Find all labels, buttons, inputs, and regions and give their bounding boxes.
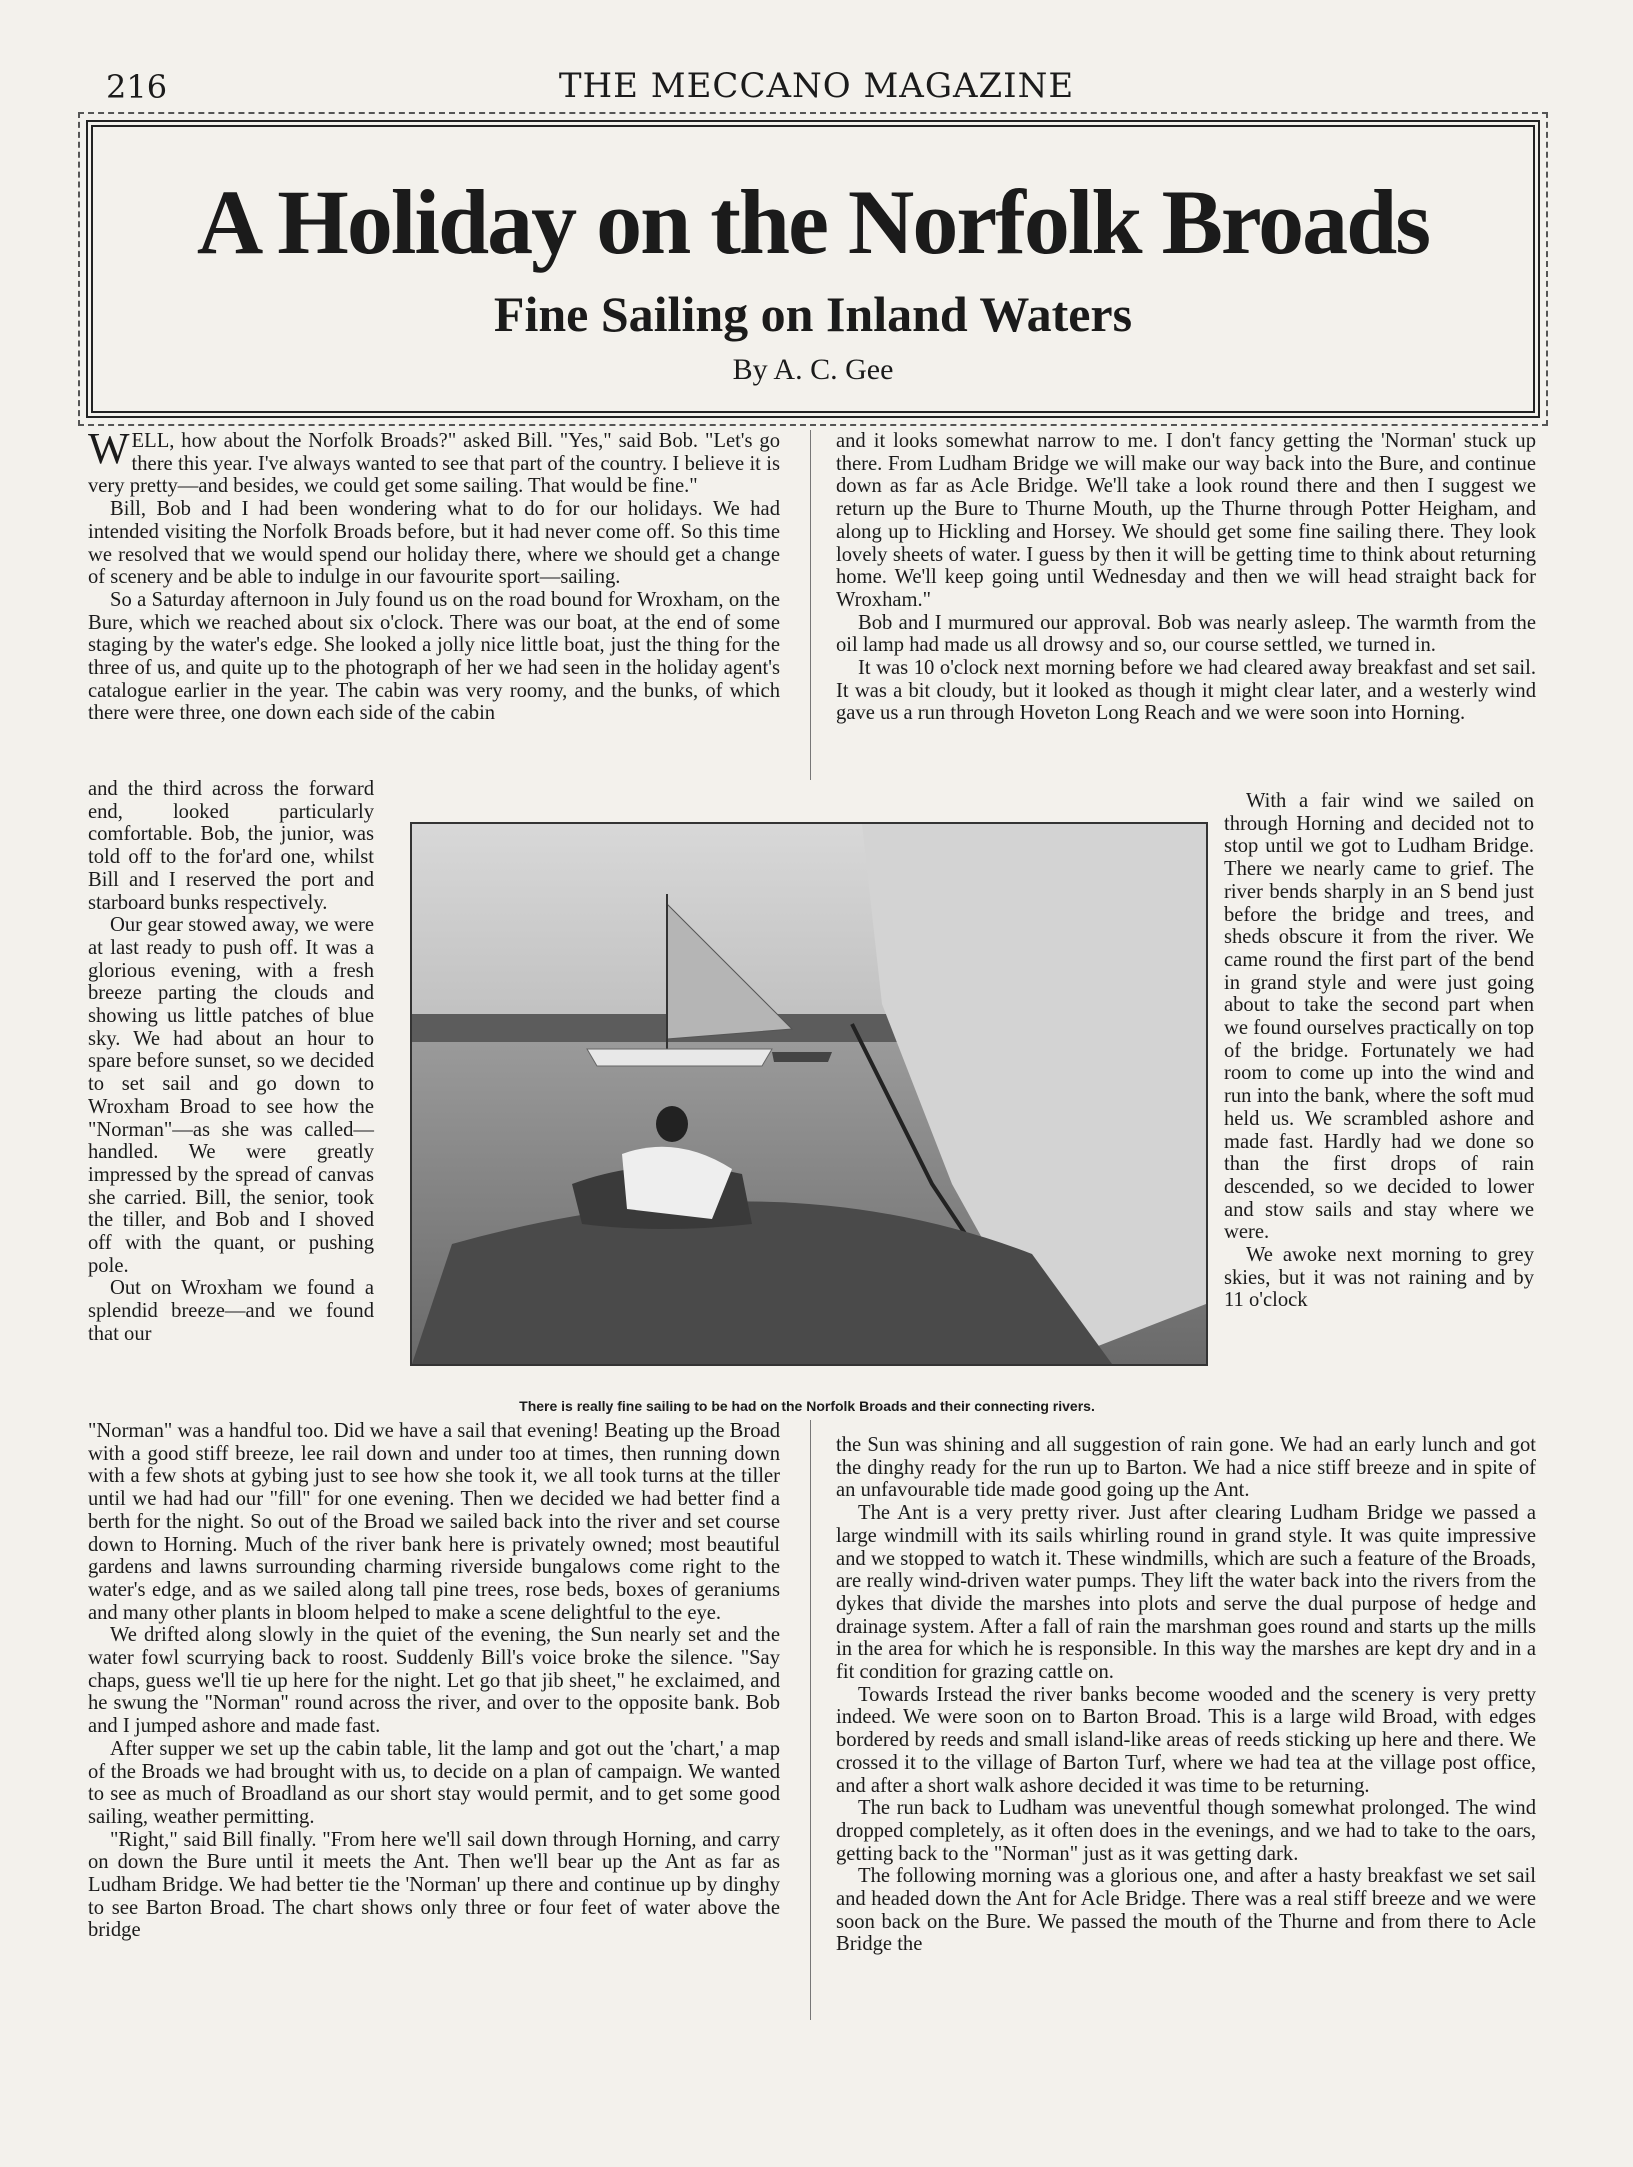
- paragraph: Our gear stowed away, we were at last ready to push off. It was a glorious evening, with a fresh breeze parting the clouds and showing us little patches of blue sky. We had about an hour to spare before sunset, so we decided to set sail and go down to Wroxham Broad to see how the "Norman"—as she was called—handled. We were greatly impressed by the spread of canvas she carried. Bill, the senior, took the tiller, and Bob and I shoved off with the quant, or pushing pole.: [88, 914, 374, 1277]
- paragraph: the Sun was shining and all suggestion of rain gone. We had an early lunch and got the dinghy ready for the run up to Barton. We had a nice stiff breeze and in spite of an unfavourable tide made good going up the Ant.: [836, 1434, 1536, 1502]
- paragraph: We drifted along slowly in the quiet of the evening, the Sun nearly set and the water fowl scurrying back to roost. Suddenly Bill's voice broke the silence. "Say chaps, guess we'll tie up here for the night. Let go that jib sheet," he exclaimed, and he swung the "Norman" round across the river, and over to the opposite bank. Bob and I jumped ashore and made fast.: [88, 1624, 780, 1738]
- column-right-narrow: [1224, 790, 1534, 1432]
- paragraph: Bob and I murmured our approval. Bob was nearly asleep. The warmth from the oil lamp had made us all drowsy and so, our course settled, we turned in.: [836, 611, 1536, 657]
- title-box: [86, 120, 1540, 418]
- paragraph: Towards Irstead the river banks become wooded and the scenery is very pretty indeed. We were soon on to Barton Broad. This is a large wild Broad, with edges bordered by reeds and small island-like areas of reeds sticking up here and there. We crossed it to the village of Barton Turf, where we had tea at the village post office, and after a short walk ashore decided it was time to be returning.: [836, 1683, 1536, 1797]
- byline: By A. C. Gee: [732, 353, 894, 386]
- paragraph: "Right," said Bill finally. "From here we'll sail down through Horning, and carry on down the Bure until it meets the Ant. Then we'll bear up the Ant as far as Ludham Bridge. We had better tie the 'Norman' up there and continue up by dinghy to see Barton Broad. The chart shows only three or four feet of water above the bridge: [88, 1828, 780, 1942]
- column-right-top: [836, 430, 1536, 790]
- paragraph: and it looks somewhat narrow to me. I don't fancy getting the 'Norman' stuck up there. From Ludham Bridge we will make our way back into the Bure, and continue down as far as Acle Bridge. We'll take a look round there and then I suggest we return up the Bure to Thurne Mouth, up the Thurne through Potter Heigham, and along up to Hickling and Horsey. We should get some fine sailing there. They look lovely sheets of water. I guess by then it will be getting time to think about returning home. We'll keep going until Wednesday and then we will head straight back for Wroxham.": [836, 430, 1536, 611]
- article-title: A Holiday on the Norfolk Broads: [196, 171, 1430, 273]
- paragraph: WELL, how about the Norfolk Broads?" asked Bill. "Yes," said Bob. "Let's go there this year. I've always wanted to see that part of the country. I believe it is very pretty—and besides, we could get some sailing. That would be fine.": [88, 424, 780, 498]
- page-header: [0, 62, 1633, 114]
- paragraph: and the third across the forward end, looked particularly comfortable. Bob, the junior, was told off to the for'ard one, whilst Bill and I reserved the port and starboard bunks respectively.: [88, 778, 374, 914]
- column-left-bottom: [88, 1420, 780, 2020]
- paragraph: "Norman" was a handful too. Did we have a sail that evening! Beating up the Broad with a good stiff breeze, lee rail down and under too at times, then running down with a few shots at gybing just to see how she took it, we all took turns at the tiller until we had had our "fill" for one evening. Then we decided we had better find a berth for the night. So out of the Broad we sailed back into the river and set course down to Horning. Much of the river bank here is privately owned; most beautiful gardens and lawns surrounding charming riverside bungalows come right to the water's edge, and as we sailed along tall pine trees, rose beds, boxes of geraniums and many other plants in bloom helped to make a scene delightful to the eye.: [88, 1420, 780, 1624]
- paragraph: The following morning was a glorious one, and after a hasty breakfast we set sail and headed down the Ant for Acle Bridge. There was a real stiff breeze and we were soon back on the Bure. We passed the mouth of the Thurne and from there to Acle Bridge the: [836, 1865, 1536, 1956]
- paragraph: We awoke next morning to grey skies, but it was not raining and by 11 o'clock: [1224, 1244, 1534, 1312]
- column-left-narrow: [88, 778, 374, 1398]
- column-right-bottom: [836, 1434, 1536, 2024]
- magazine-title: THE MECCANO MAGAZINE: [558, 66, 1075, 106]
- article-subtitle: Fine Sailing on Inland Waters: [493, 286, 1133, 342]
- paragraph: It was 10 o'clock next morning before we had cleared away breakfast and set sail. It was a bit cloudy, but it looked as though it might clear later, and a westerly wind gave us a run through Hoveton Long Reach and we were soon into Horning.: [836, 657, 1536, 725]
- column-left-top: [88, 424, 780, 790]
- paragraph: So a Saturday afternoon in July found us on the road bound for Wroxham, on the Bure, which we reached about six o'clock. There was our boat, at the end of some staging by the water's edge. She looked a jolly nice little boat, just the thing for the three of us, and quite up to the photograph of her we had seen in the holiday agent's catalogue earlier in the year. The cabin was very roomy, and the bunks, of which there were three, one down each side of the cabin: [88, 588, 780, 725]
- photo-caption: There is really fine sailing to be had on the Norfolk Broads and their connecting rivers.: [519, 1398, 1095, 1414]
- page-number: 216: [106, 68, 168, 106]
- paragraph: The Ant is a very pretty river. Just after clearing Ludham Bridge we passed a large windmill with its sails whirling round in grand style. It was quite impressive and we stopped to watch it. These windmills, which are such a feature of the Broads, are really wind-driven water pumps. They lift the water back into the rivers from the dykes that divide the marshes into plots and serve the dual purpose of hedge and drainage system. After a fall of rain the marshman goes round and starts up the mills in the area for which he is responsible. In this way the marshes are kept dry and in a fit condition for grazing cattle on.: [836, 1502, 1536, 1684]
- paragraph: Bill, Bob and I had been wondering what to do for our holidays. We had intended visiting the Norfolk Broads before, but it had never come off. So this time we resolved that we would spend our holiday there, where we should get a change of scenery and be able to indulge in our favourite sport—sailing.: [88, 498, 780, 589]
- sailing-photo: [410, 822, 1208, 1366]
- column-divider: [810, 430, 811, 780]
- paragraph: The run back to Ludham was uneventful though somewhat prolonged. The wind dropped completely, as it often does in the evenings, and we had to take to the oars, getting back to the "Norman" just as it was getting dark.: [836, 1797, 1536, 1865]
- paragraph: With a fair wind we sailed on through Horning and decided not to stop until we got to Ludham Bridge. There we nearly came to grief. The river bends sharply in an S bend just before the bridge and trees, and sheds obscure it from the river. We came round the first part of the bend in grand style and were just going about to take the second part when we found ourselves practically on top of the bridge. Fortunately we had room to come up into the wind and run into the bank, where the soft mud held us. We scrambled ashore and made fast. Hardly had we done so than the first drops of rain descended, so we decided to lower and stow sails and stay where we were.: [1224, 790, 1534, 1244]
- paragraph: After supper we set up the cabin table, lit the lamp and got out the 'chart,' a map of the Broads we had brought with us, to decide on a plan of campaign. We wanted to see as much of Broadland as our short stay would permit, and to get some good sailing, weather permitting.: [88, 1737, 780, 1828]
- column-divider: [810, 1420, 811, 2020]
- sailing-photo-illustration: [412, 824, 1206, 1364]
- drop-cap: W: [88, 424, 130, 473]
- paragraph: Out on Wroxham we found a splendid breeze—and we found that our: [88, 1277, 374, 1345]
